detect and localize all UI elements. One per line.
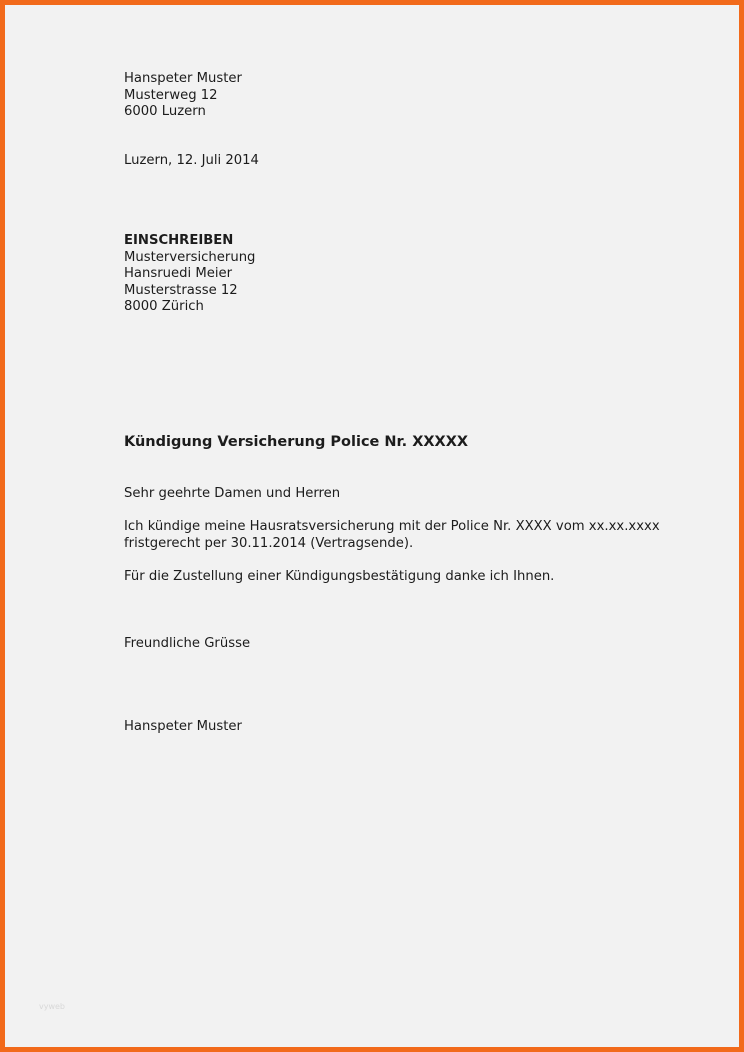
body-paragraph-2 [124,569,554,586]
sender-address [124,71,242,121]
closing [124,636,250,653]
signature-name: Hanspeter Muster [124,719,242,734]
place-date-text: Luzern, 12. Juli 2014 [124,153,259,168]
subject-text: Kündigung Versicherung Police Nr. XXXXX [124,434,469,450]
body-paragraph-1-line-1: Ich kündige meine Hausratsversicherung mit der Police Nr. XXXX vom xx.xx.xxxx [124,519,660,534]
recipient-city: 8000 Zürich [124,299,204,314]
body-paragraph-1-line-2: fristgerecht per 30.11.2014 (Vertragsende). [124,535,414,551]
salutation [124,486,340,503]
sender-name: Hanspeter Muster [124,71,242,86]
body-paragraph-1 [124,519,660,552]
letter-subject [124,433,468,451]
sender-city: 6000 Luzern [124,104,206,119]
body-paragraph-2-text: Für die Zustellung einer Kündigungsbestätigung danke ich Ihnen. [124,569,555,584]
recipient-address [124,233,255,316]
place-date [124,153,259,170]
recipient-contact: Hansruedi Meier [124,266,233,281]
signature [124,719,242,736]
recipient-company: Musterversicherung [124,249,256,265]
closing-text: Freundliche Grüsse [124,636,251,651]
sender-street: Musterweg 12 [124,87,218,103]
recipient-street: Musterstrasse 12 [124,282,238,298]
letter-page [5,5,739,1047]
watermark: vyweb [39,1002,66,1011]
delivery-type: EINSCHREIBEN [124,233,234,248]
salutation-text: Sehr geehrte Damen und Herren [124,486,341,501]
